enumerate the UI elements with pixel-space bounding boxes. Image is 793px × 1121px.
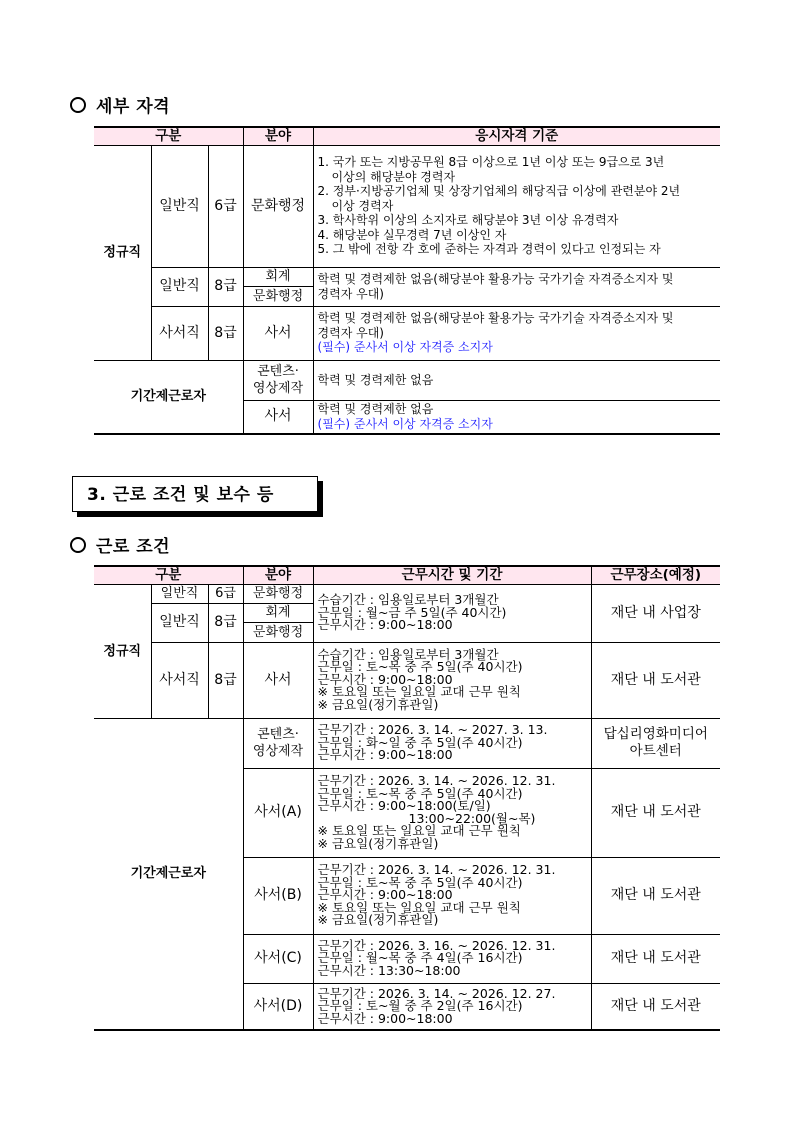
schedule-cell [313, 934, 591, 983]
schedule-line: 근무시간 : 9:00~18:00(토/일) [317, 798, 491, 813]
criteria-line: 4. 해당분야 실무경력 7년 이상인 자 [317, 227, 507, 242]
schedule-line: 근무시간 : 9:00~18:00 [317, 617, 453, 633]
criteria-line: 3. 학사학위 이상의 소지자로 해당분야 3년 이상 유경력자 [317, 213, 619, 228]
schedule-line: 근무기간 : 2026. 3. 16. ~ 2026. 12. 31. [317, 937, 556, 953]
required-note: (필수) 준사서 이상 자격증 소지자 [317, 340, 493, 355]
criteria-cell: 학력 및 경력제한 없음 [313, 360, 720, 400]
criteria-line: 2. 정부·지방공기업체 및 상장기업체의 해당직급 이상에 관련분야 2년 [317, 184, 681, 199]
schedule-cell [313, 768, 591, 857]
field-culture-admin: 문화행정 [252, 288, 304, 304]
schedule-line: 근무일 : 토~목 중 주 5일(주 40시간) [317, 659, 523, 675]
table-row [94, 267, 720, 306]
table-row [94, 584, 720, 603]
kind-cell: 사서직 [151, 306, 208, 360]
schedule-line: 근무일 : 토~목 중 주 5일(주 40시간) [317, 874, 523, 890]
criteria-line: 이상 경력자 [331, 198, 394, 213]
table-row [94, 718, 720, 768]
kind-cell: 일반직 [151, 584, 208, 603]
schedule-line: 근무시간 : 9:00~18:00 [317, 887, 453, 903]
schedule-line: 근무기간 : 2026. 3. 14. ~ 2026. 12. 31. [317, 862, 556, 878]
table-row [94, 642, 720, 718]
header-field: 분야 [243, 127, 313, 145]
table-row [94, 145, 720, 267]
schedule-line: 근무기간 : 2026. 3. 14. ~ 2027. 3. 13. [317, 722, 548, 738]
field-cell: 사서 [243, 400, 313, 434]
field-cell: 사서(C) [243, 934, 313, 983]
header-place: 근무장소(예정) [591, 566, 720, 584]
grade-cell: 6급 [208, 584, 243, 603]
regular-label: 정규직 [94, 584, 151, 718]
place-cell: 재단 내 도서관 [591, 642, 720, 718]
table-header-row [94, 127, 720, 145]
schedule-line: 근무일 : 월~목 중 주 4일(주 16시간) [317, 950, 523, 966]
work-conditions-table [94, 565, 720, 1031]
schedule-line: 근무일 : 월~금 주 5일(주 40시간) [317, 604, 507, 620]
schedule-line: 근무시간 : 9:00~18:00 [317, 1010, 453, 1026]
schedule-line: 근무시간 : 13:30~18:00 [317, 962, 461, 978]
criteria-line: 1. 국가 또는 지방공무원 8급 이상으로 1년 이상 또는 9급으로 3년 [317, 155, 665, 170]
criteria-cell [313, 145, 720, 267]
criteria-line: 경력자 우대) [317, 286, 384, 301]
header-type: 구분 [94, 127, 243, 145]
temp-label: 기간제근로자 [94, 360, 243, 434]
schedule-line: ※ 금요일(정기휴관일) [317, 912, 439, 928]
section-title: 세부 자격 [96, 97, 171, 117]
criteria-cell [313, 306, 720, 360]
kind-cell: 일반직 [151, 603, 208, 642]
section-title: 근로 조건 [96, 537, 171, 557]
header-hours: 근무시간 및 기간 [313, 566, 591, 584]
schedule-line: 13:00~22:00(월~목) [408, 810, 536, 826]
circle-bullet-icon [70, 97, 86, 113]
header-criteria: 응시자격 기준 [313, 127, 720, 145]
schedule-line: 근무시간 : 9:00~18:00 [317, 747, 453, 763]
schedule-line: 근무시간 : 9:00~18:00 [317, 671, 453, 687]
criteria-cell [313, 267, 720, 306]
field-cell: 콘텐츠· 영상제작 [243, 360, 313, 400]
criteria-line: 이상의 해당분야 경력자 [331, 169, 456, 184]
field-cell: 사서(A) [243, 768, 313, 857]
criteria-line: 경력자 우대) [317, 325, 384, 340]
regular-label: 정규직 [94, 145, 151, 360]
criteria-line: 학력 및 경력제한 없음(해당분야 활용가능 국가기술 자격증소지자 및 [317, 272, 674, 286]
field-cell: 문화행정 [243, 145, 313, 267]
table-header-row [94, 566, 720, 584]
schedule-cell [313, 642, 591, 718]
field-accounting: 회계 [244, 268, 313, 287]
header-field: 분야 [243, 566, 313, 584]
grade-cell: 8급 [208, 306, 243, 360]
section-heading-qualification [70, 92, 170, 117]
field-cell: 문화행정 [243, 584, 313, 603]
field-cell: 사서 [243, 642, 313, 718]
schedule-cell [313, 857, 591, 934]
schedule-line: 근무일 : 화~일 중 주 5일(주 40시간) [317, 734, 523, 750]
field-culture-admin: 문화행정 [243, 622, 313, 642]
required-note: (필수) 준사서 이상 자격증 소지자 [317, 416, 493, 431]
schedule-line: ※ 토요일 또는 일요일 교대 근무 원칙 [317, 823, 521, 838]
grade-cell: 6급 [208, 145, 243, 267]
criteria-line: 학력 및 경력제한 없음 [317, 402, 434, 417]
temp-label: 기간제근로자 [94, 718, 243, 1030]
qualification-table [94, 126, 720, 435]
schedule-line: ※ 금요일(정기휴관일) [317, 696, 439, 712]
schedule-line: ※ 토요일 또는 일요일 교대 근무 원칙 [317, 684, 521, 700]
kind-cell: 일반직 [151, 145, 208, 267]
schedule-cell [313, 718, 591, 768]
schedule-line: 근무일 : 토~목 중 주 5일(주 40시간) [317, 785, 523, 801]
field-cell: 사서(D) [243, 983, 313, 1030]
field-cell: 사서 [243, 306, 313, 360]
schedule-line: 근무기간 : 2026. 3. 14. ~ 2026. 12. 31. [317, 773, 556, 788]
section-3-heading: 3. 근로 조건 및 보수 등 [72, 476, 318, 512]
table-row [94, 306, 720, 360]
place-cell: 답십리영화미디어 아트센터 [591, 718, 720, 768]
schedule-line: 수습기간 : 임용일로부터 3개월간 [317, 646, 499, 662]
kind-cell: 사서직 [151, 642, 208, 718]
criteria-line: 학력 및 경력제한 없음(해당분야 활용가능 국가기술 자격증소지자 및 [317, 311, 674, 326]
kind-cell: 일반직 [151, 267, 208, 306]
place-cell: 재단 내 도서관 [591, 934, 720, 983]
schedule-line: 근무기간 : 2026. 3. 14. ~ 2026. 12. 27. [317, 985, 556, 1001]
place-cell: 재단 내 도서관 [591, 768, 720, 857]
table-row [94, 360, 720, 400]
criteria-line: 5. 그 밖에 전항 각 호에 준하는 자격과 경력이 있다고 인정되는 자 [317, 242, 661, 257]
field-cell [243, 267, 313, 306]
field-cell: 콘텐츠· 영상제작 [243, 718, 313, 768]
schedule-cell [313, 983, 591, 1030]
grade-cell: 8급 [208, 642, 243, 718]
place-cell: 재단 내 도서관 [591, 983, 720, 1030]
field-cell: 사서(B) [243, 857, 313, 934]
schedule-cell [313, 584, 591, 642]
circle-bullet-icon [70, 537, 86, 553]
schedule-line: ※ 토요일 또는 일요일 교대 근무 원칙 [317, 899, 521, 915]
grade-cell: 8급 [208, 267, 243, 306]
schedule-line: 수습기간 : 임용일로부터 3개월간 [317, 592, 499, 608]
schedule-line: ※ 금요일(정기휴관일) [317, 835, 439, 851]
criteria-cell [313, 400, 720, 434]
grade-cell: 8급 [208, 603, 243, 642]
header-type: 구분 [94, 566, 243, 584]
place-cell: 재단 내 사업장 [591, 584, 720, 642]
place-cell: 재단 내 도서관 [591, 857, 720, 934]
field-accounting: 회계 [243, 603, 313, 622]
section-heading-work-conditions [70, 532, 170, 557]
schedule-line: 근무일 : 토~월 중 주 2일(주 16시간) [317, 998, 523, 1013]
